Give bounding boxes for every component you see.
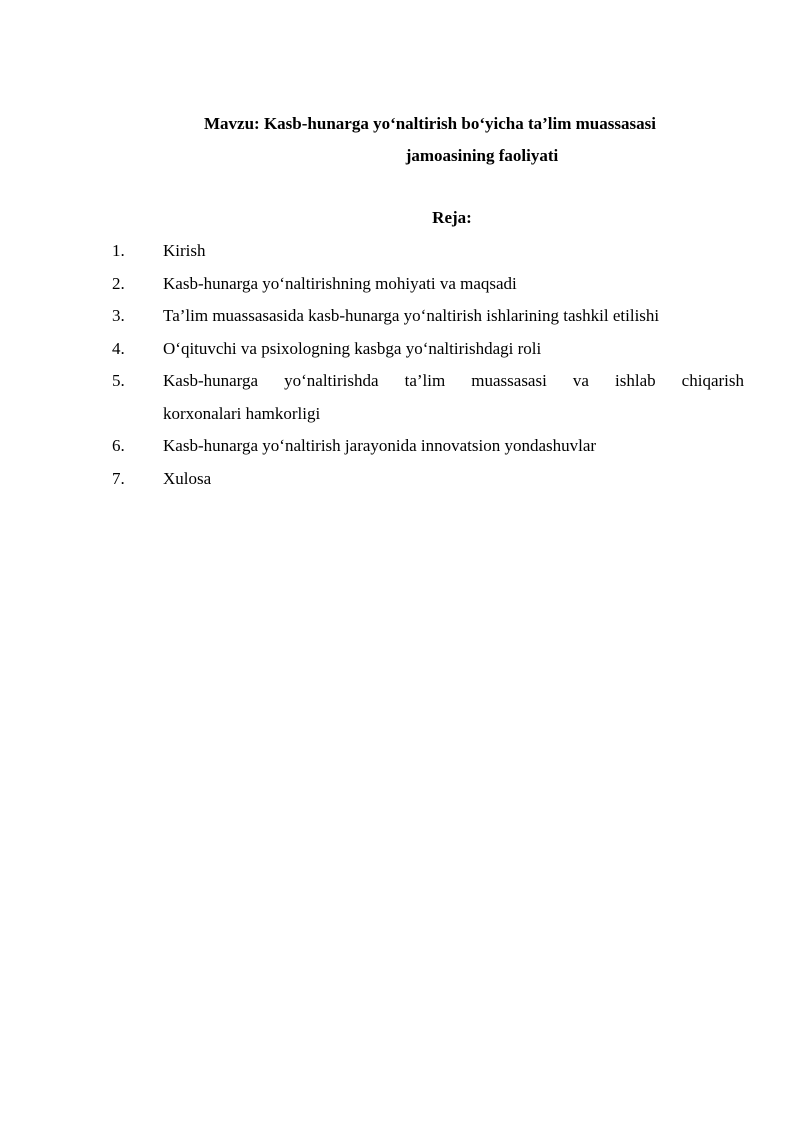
plan-item-1: [112, 235, 744, 268]
plan-item-3: [112, 300, 744, 333]
plan-item-number: 5.: [112, 371, 125, 390]
plan-item-number: 1.: [112, 241, 125, 260]
plan-item-text: Kasb-hunarga yo‘naltirishning mohiyati va maqsadi: [163, 273, 517, 293]
plan-item-number: 4.: [112, 338, 125, 358]
title-line-2: jamoasining faoliyati: [405, 146, 559, 165]
plan-item-text: Ta’lim muassasasida kasb-hunarga yo‘naltirish ishlarining tashkil etilishi: [163, 306, 660, 325]
plan-item-number: 2.: [112, 273, 125, 293]
document-title: [140, 108, 764, 172]
plan-item-text: [163, 365, 744, 430]
plan-item-text-line-2: korxonalari hamkorligi: [163, 403, 321, 423]
plan-item-text: Kirish: [163, 241, 206, 260]
plan-item-number: 7.: [112, 468, 125, 488]
plan-item-5: [112, 365, 744, 430]
plan-item-2: [112, 268, 744, 301]
title-line-1: Mavzu: Kasb-hunarga yo‘naltirish bo‘yicha ta’lim muassasasi: [204, 114, 656, 133]
plan-item-number: 3.: [112, 306, 125, 325]
plan-item-6: [112, 430, 744, 463]
plan-item-text: Xulosa: [163, 468, 212, 488]
plan-item-text-line-1: Kasb-hunarga yo‘naltirishda ta’lim muassasasi va ishlab chiqarish: [163, 371, 744, 390]
plan-item-text: O‘qituvchi va psixologning kasbga yo‘naltirishdagi roli: [163, 338, 542, 358]
plan-item-4: [112, 333, 744, 366]
plan-heading: Reja:: [432, 208, 472, 227]
plan-item-7: [112, 463, 744, 496]
plan-list: [112, 235, 744, 495]
plan-item-number: 6.: [112, 436, 125, 455]
plan-item-text: Kasb-hunarga yo‘naltirish jarayonida innovatsion yondashuvlar: [163, 436, 597, 455]
